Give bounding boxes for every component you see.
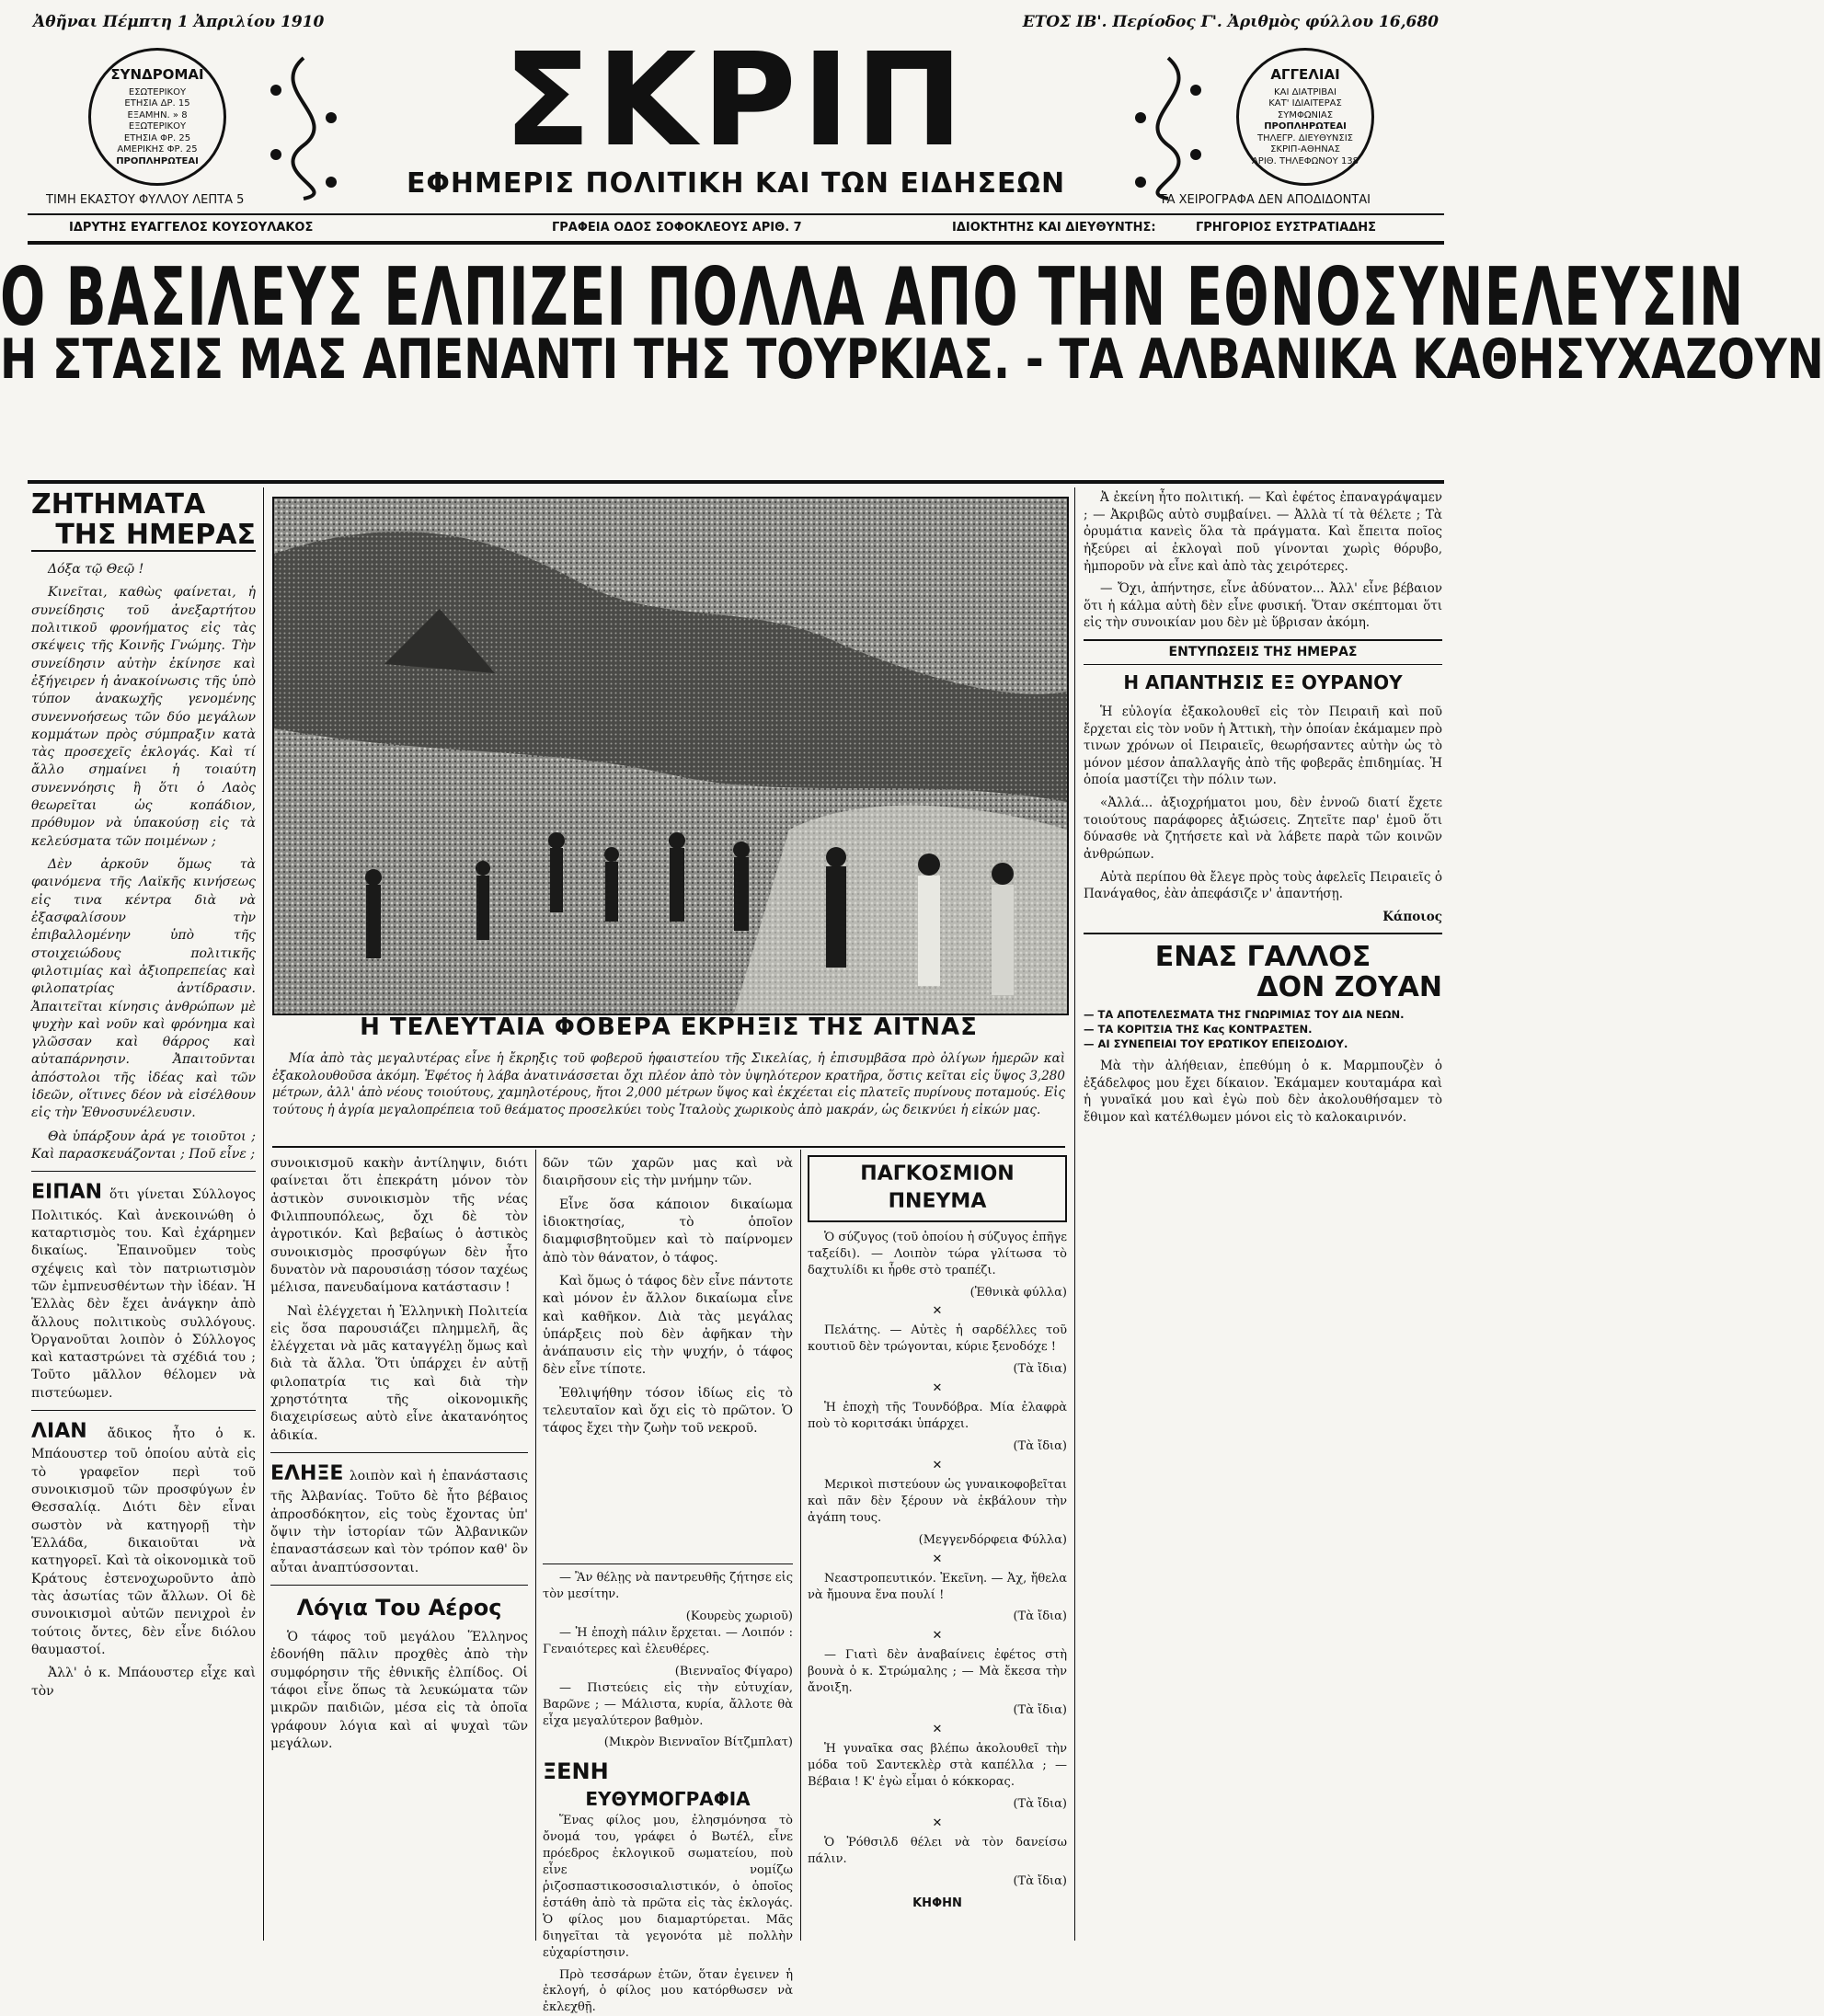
column-title: ΖΗΤΗΜΑΤΑ — [31, 488, 206, 521]
middle-left-column — [270, 1155, 528, 1941]
article-paragraph: Ἀλλ' ὁ κ. Μπάουστερ εἶχε καὶ τὸν — [31, 1666, 256, 1699]
article-paragraph: Κινεῖται, καθὼς φαίνεται, ἡ συνείδησις τοῦ ἀνεξαρτήτου πολιτικοῦ φρονήματος εἰς τὰς σκέψεις τῆς Κοινῆς Γνώμης. Τὴν συνείδησιν αὐτὴν ἐκίνησε καὶ ἐξήγειρεν ἡ ἀνακοίνωσις τῆς ὑπὸ τύπον ἀνακωχῆς γενομένης συνεννοήσεως τῶν δύο μεγάλων κομμάτων πρὸς σύμπραξιν κατὰ τὰς προσεχεῖς ἐκλογάς. Καὶ τί ἄλλο σημαίνει ἡ τοιαύτη συνεννόησις ἢ ὅτι ὁ Λαὸς θεωρεῖται ὡς κοπάδιον, πρόθυμον νὰ ὑπακούσῃ εἰς τὰ κελεύσματα τῶν ποιμένων ; — [31, 585, 256, 849]
joke-source: (Τὰ ἴδια) — [1013, 1362, 1067, 1377]
pneuma-column — [808, 1155, 1067, 1941]
article-paragraph: Ἀ ἐκείνη ἦτο πολιτική. — Καὶ ἐφέτος ἐπαναγράψαμεν ; — Ἀκριβῶς αὐτὸ συμβαίνει. — Ἀλλὰ τί τὰ θέλετε ; Τὰ ὀρυμάτια κανεὶς ὅλα τὰ πράγματα. Καὶ ἔπειτα ποῖος ἠξεύρει αἱ ἐκλογαὶ ποῦ γίνονται χωρὶς θόρυβο, ἠμποροῦν νὰ εἶνε καὶ ἀπὸ τὰς χειρότερες. — [1084, 490, 1442, 574]
section-title: ΕΥΘΥΜΟΓΡΑΦΙΑ — [585, 1788, 751, 1811]
article-paragraph: Δὲν ἀρκοῦν ὅμως τὰ φαινόμενα τῆς Λαϊκῆς κινήσεως εἰς τινα κέντρα διὰ νὰ ἐξασφαλίσουν τὴν ἐπιβαλλομένην ὑπὸ τῆς στοιχειώδους πολιτικῆς φιλοτιμίας καὶ ἀξιοπρεπείας καὶ φιλοπατρίας ἀντίδρασιν. Ἀπαιτεῖται κίνησις ἀνθρώπων μὲ ψυχὴν καὶ νοῦν καὶ φρόνημα καὶ γλῶσσαν καὶ θάρρος καὶ αὐταπάρνησιν. Ἀπαιτοῦνται ἀπόστολοι τῆς ἰδέας καὶ τῶν ἰδεῶν, οἵτινες δέον νὰ εἰσέλθουν εἰς τὴν Ἐθνοσυνέλευσιν. — [31, 857, 256, 1121]
ads-line: ΚΑΤ' ΙΔΙΑΙΤΕΡΑΣ — [1268, 98, 1342, 109]
joke-source: (Μεγγενδόρφεια Φύλλα) — [918, 1532, 1067, 1547]
separator-icon: ✕ — [932, 1629, 943, 1644]
subscriptions-line: ΕΤΗΣΙΑ ΦΡ. 25 — [123, 132, 191, 143]
joke-source: (Τὰ ἴδια) — [1013, 1796, 1067, 1811]
ads-line: ΤΗΛΕΓΡ. ΔΙΕΥΘΥΝΣΙΣ — [1256, 132, 1353, 143]
etna-photo — [272, 497, 1069, 1015]
article-paragraph: «Ἀλλά... ἀξιοχρήματοι μου, δὲν ἐννοῶ διατί ἔχετε τοιούτους παράφορες ἀξιώσεις. Ζητεῖτε παρ' ἐμοῦ ὅτι δύνασθε νὰ ζητήσετε καὶ νὰ λάβετε παρὰ τῶν κοινῶν ἀνθρώπων. — [1084, 796, 1442, 862]
section-title: ΞΕΝΗ — [543, 1758, 609, 1785]
article-paragraph: — Ὄχι, ἀπήντησε, εἶνε ἀδύνατον... Ἀλλ' εἶνε βέβαιον ὅτι ἡ κάλμα αὐτὴ δὲν εἶνε φυσική. Ὅταν σκέπτομαι ὅτι εἰς τὴν συνοικίαν μου δὲν μὲ ὕβρισαν ἀκόμη. — [1084, 581, 1442, 631]
joke-source: (Τὰ ἴδια) — [1013, 1439, 1067, 1454]
joke-source: (Ἐθνικὰ φύλλα) — [969, 1285, 1067, 1300]
separator-icon: ✕ — [932, 1381, 943, 1396]
article-paragraph: Καὶ ὅμως ὁ τάφος δὲν εἶνε πάντοτε καὶ μόνον ἐν ἄλλον δικαίωμα εἶνε καὶ καθῆκον. Διὰ τὰς μεγάλας ὑπάρξεις ποὺ δὲν ἀφῆκαν τὴν ἀνάπαυσιν εἰς τὴν ψυχήν, ὁ τάφος δὲν εἶνε τίποτε. — [543, 1273, 793, 1378]
left-column — [31, 489, 256, 1941]
joke-text: Ἡ γυναῖκα σας βλέπω ἀκολουθεῖ τὴν μόδα τοῦ Σαντεκλὲρ στὰ καπέλλα ; — Βέβαια ! Κ' ἐγὼ εἶμαι ὁ κόκκορας. — [808, 1742, 1067, 1789]
joke-source: (Τὰ ἴδια) — [1013, 1873, 1067, 1888]
article-paragraph: Ἕνας φίλος μου, ἐλησμόνησα τὸ ὄνομά του, γράφει ὁ Βωτέλ, εἶνε πρόεδρος ἐκλογικοῦ σωματείου, ποὺ εἶνε νομίζω ῥιζοσπαστικοσοσιαλιστικόν, ὁ ὁποῖος ἐστάθη ἀπὸ τὰ πρῶτα εἰς τὰς ἐκλογάς. Ὁ φίλος μου διαμαρτύρεται. Μᾶς διηγεῖται τὰ γεγονότα μὲ πολλὴν εὐχαρίστησιν. — [543, 1814, 793, 1960]
dialogue-source: (Μικρὸν Βιενναῖον Βίτζμπλατ) — [603, 1735, 793, 1750]
joke-text: Ὁ σύζυγος (τοῦ ὁποίου ἡ σύζυγος ἐπῆγε ταξείδι). — Λοιπὸν τώρα γλίτωσα τὸ δαχτυλίδι κι ἦρθε στὸ τραπέζι. — [808, 1230, 1067, 1277]
offices: ΓΡΑΦΕΙΑ ΟΔΟΣ ΣΟΦΟΚΛΕΟΥΣ ΑΡΙΘ. 7 — [552, 221, 802, 235]
joke-text: Πελάτης. — Αὐτὲς ἡ σαρδέλλες τοῦ κουτιοῦ δὲν τρώγονται, κύριε ξενοδόχε ! — [808, 1323, 1067, 1355]
price-note: ΤΙΜΗ ΕΚΑΣΤΟΥ ΦΥΛΛΟΥ ΛΕΠΤΑ 5 — [46, 193, 245, 207]
article-paragraph: δῶν τῶν χαρῶν μας καὶ νὰ διαιρῆσουν εἰς τὴν μνήμην τῶν. — [543, 1156, 793, 1189]
article-subtitle: — ΤΑ ΚΟΡΙΤΣΙΑ ΤΗΣ Κας ΚΟΝΤΡΑΣΤΕΝ. — [1084, 1023, 1313, 1037]
section-label: ΕΝΤΥΠΩΣΕΙΣ ΤΗΣ ΗΜΕΡΑΣ — [1084, 639, 1442, 665]
joke-source: (Τὰ ἴδια) — [1013, 1703, 1067, 1718]
section-title: Η ΑΠΑΝΤΗΣΙΣ ΕΞ ΟΥΡΑΝΟΥ — [1123, 671, 1403, 694]
subscriptions-line: ΠΡΟΠΛΗΡΩΤΕΑΙ — [116, 155, 199, 166]
ads-line: ΠΡΟΠΛΗΡΩΤΕΑΙ — [1264, 121, 1347, 132]
article-paragraph: συνοικισμοῦ κακὴν ἀντίληψιν, διότι φαίνεται ὅτι ἐπεκράτη μόνον τὸν ἀστικὸν συνοικισμὸν τῆς νέας Φιλιππουπόλεως, ὄχι δὲ τὸν ἀγροτικόν. Καὶ βεβαίως ὁ ἀστικὸς συνοικισμὸς προσφύγων δὲν ἦτο δυνατὸν νὰ παρουσιάσῃ τόσον ταχέως μέλισα, πανευδαίμονα κατάστασιν ! — [270, 1156, 528, 1296]
article-paragraph: ὅτι γίνεται Σύλλογος Πολιτικός. Καὶ ἀνεκοινώθη ὁ καταρτισμὸς του. Καὶ ἐχάρημεν δικαίως. Ἐπαινοῦμεν τοὺς σχέψεις καὶ τὸν πατριωτισμὸν τῶν ἐμπνευσθέντων τὴν ἰδέαν. Ἡ Ἑλλὰς δὲν ἔχει ἀνάγκην ἀπὸ ἄλλους πολιτικοὺς συλλόγους. Ὀργανοῦται λοιπὸν ὁ Σύλλογος καὶ καταστρώνει τὰ σχέδιά του ; Τοῦτο μᾶλλον θέλομεν νὰ πιστεύωμεν. — [31, 1187, 257, 1401]
volcano-photo-icon — [274, 498, 1067, 1014]
column-rule — [800, 1150, 801, 1941]
masthead-rule — [28, 213, 1444, 215]
date-line: Ἀθῆναι Πέμπτη 1 Ἀπριλίου 1910 — [33, 13, 325, 31]
issue-line: ΕΤΟΣ ΙΒ'. Περίοδος Γ'. Ἀριθμὸς φύλλου 16,680 — [1022, 13, 1439, 31]
separator-icon: ✕ — [932, 1552, 943, 1566]
section-title: Λόγια Του Αέρος — [296, 1594, 502, 1621]
masthead-subtitle: ΕΦΗΜΕΡΙΣ ΠΟΛΙΤΙΚΗ ΚΑΙ ΤΩΝ ΕΙΔΗΣΕΩΝ — [406, 167, 1066, 200]
photo-description: Μία ἀπὸ τὰς μεγαλυτέρας εἶνε ἡ ἔκρηξις τοῦ φοβεροῦ ἡφαιστείου τῆς Σικελίας, ἡ ἐπισυμβᾶσα πρὸ ὀλίγων ἡμερῶν καὶ ἐξακολουθοῦσα ἀκόμη. Ἐφέτος ἡ λάβα ἀνατινάσσεται ὄχι πλέον ἀπὸ τὸν ὑψηλότερον κρατῆρα, ὅστις κεῖται εἰς ὕψος 3,280 μέτρων, ἀλλ' ἀπὸ νέους τοιούτους, χαμηλοτέρους, ἤτοι 2,000 μέτρων ὕψος καὶ ἐκχέεται εἰς πλατεῖς πυρίνους ποταμούς. Εἰς τούτους ἡ ἀγρία μεγαλοπρέπεια τοῦ θεάματος προσελκύει τοὺς Ἰταλοὺς χωρικοὺς ἀπὸ μακράν, ὡς δεικνύει ἡ εἰκών μας. — [272, 1051, 1065, 1117]
joke-source: (Τὰ ἴδια) — [1013, 1609, 1067, 1624]
manuscripts-note: ΤΑ ΧΕΙΡΟΓΡΑΦΑ ΔΕΝ ΑΠΟΔΙΔΟΝΤΑΙ — [1159, 193, 1371, 207]
joke-text: — Γιατὶ δὲν ἀναβαίνεις ἐφέτος στὴ βουνὰ ὁ κ. Στρώμαλης ; — Μὰ ἔκεσα τὴν ἄνοιξη. — [808, 1648, 1067, 1696]
article-paragraph: Εἶνε ὅσα κάποιον δικαίωμα ἰδιοκτησίας, τὸ ὁποῖον διαμφισβητοῦμεν καὶ τὸ παίρνομεν ἀπὸ τὸν θάνατον, ὁ τάφος. — [543, 1197, 793, 1266]
article-subtitle: — ΑΙ ΣΥΝΕΠΕΙΑΙ ΤΟΥ ΕΡΩΤΙΚΟΥ ΕΠΕΙΣΟΔΙΟΥ. — [1084, 1037, 1348, 1051]
ads-line: ΑΡΙΘ. ΤΗΛΕΦΩΝΟΥ 138 — [1251, 155, 1359, 166]
signature: ΚΗΦΗΝ — [912, 1896, 962, 1910]
lead-word: ΛΙΑΝ — [31, 1420, 87, 1444]
dialogue-text: — Ἂν θέλῃς νὰ παντρευθῆς ζήτησε εἰς τὸν μεσίτην. — [543, 1571, 793, 1601]
joke-text: Νεαστροπευτικόν. Ἐκεῖνη. — Ἀχ, ἤθελα νὰ ἤμουνα ἕνα πουλί ! — [808, 1571, 1067, 1602]
subscriptions-line: ΕΤΗΣΙΑ ΔΡ. 15 — [124, 98, 190, 109]
dialogue-source: (Κουρεὺς χωριοῦ) — [685, 1609, 793, 1623]
column-rule — [1074, 487, 1075, 1941]
separator-icon: ✕ — [932, 1458, 943, 1472]
subscriptions-line: ΑΜΕΡΙΚΗΣ ΦΡ. 25 — [117, 144, 198, 155]
dialogue-text: — Ἡ ἐποχὴ πάλιν ἔρχεται. — Λοιπόν : Γεναιότερες καὶ ἐλευθέρες. — [543, 1625, 793, 1656]
signature: Κάποιος — [1382, 909, 1442, 924]
article-paragraph: λοιπὸν καὶ ἡ ἐπανάστασις τῆς Ἀλβανίας. Τοῦτο δὲ ἦτο βέβαιος ἀπροσδόκητον, εἰς τοὺς ἔχοντας ὑπ' ὄψιν τὴν ἱστορίαν τῶν Ἀλβανικῶν ἐπαναστάσεων καὶ τὸν τρόπον καθ' ὃν αὗται ἀναπτύσσονται. — [270, 1469, 528, 1575]
article-paragraph: Πρὸ τεσσάρων ἐτῶν, ὅταν ἐγεινεν ἡ ἐκλογή, ὁ φίλος μου κατόρθωσεν νὰ ἐκλεχθῇ. — [543, 1967, 793, 2015]
article-paragraph: Μὰ τὴν ἀλήθειαν, ἐπεθύμη ὁ κ. Μαρμπουζὲν ὁ ἐξάδελφος μου ἔχει δίκαιον. Ἐκάμαμεν κουταμάρα καὶ ἡ γυναῖκά μου καὶ ἐγὼ ποὺ δὲν ἀκολουθήσαμεν τὸ ἔθιμον καὶ κατέλθωμεν μόνοι εἰς τὸ καλοκαιρινόν. — [1084, 1058, 1442, 1125]
section-title: ΠΑΓΚΟΣΜΙΟΝ ΠΝΕΥΜΑ — [808, 1155, 1067, 1222]
subscriptions-line: ΕΣΩΤΕΡΙΚΟΥ — [128, 86, 187, 97]
article-paragraph: Δόξα τῷ Θεῷ ! — [48, 562, 144, 577]
header-rule — [28, 241, 1444, 245]
dialogue-text: — Πιστεύεις εἰς τὴν εὐτυχίαν, Βαρῶνε ; — Μάλιστα, κυρία, ἄλλοτε θὰ εἶχα μεγαλύτερον βαθμὸν. — [543, 1680, 793, 1728]
photo-text — [272, 1050, 1065, 1142]
founder: ΙΔΡΥΤΗΣ ΕΥΑΓΓΕΛΟΣ ΚΟΥΣΟΥΛΑΚΟΣ — [69, 221, 314, 235]
article-paragraph: ἄδικος ἦτο ὁ κ. Μπάουστερ τοῦ ὁποίου αὐτὰ εἰς τὸ γραφεῖον περὶ τοῦ συνοικισμοῦ τῶν προσφύγων ἐν Θεσσαλίᾳ. Διότι δὲν εἶναι σωστὸν νὰ κατηγορῇ τὴν Ἑλλάδα, δικαιοῦται νὰ κατηγορεῖ. Καὶ τὰ οἰκονομικὰ τοῦ Κράτους ἐστενοχωροῦντο ἀπὸ τὰς ἀσωτίας τῶν ἄλλων. Οἱ δὲ συνοικισμοὶ αὐτῶν πενιχροὶ ἐν τούτοις ὄντες, δὲν εἶνε διόλου θαυμαστοί. — [31, 1426, 257, 1657]
column-rule — [535, 1150, 536, 1941]
headline-rule — [28, 480, 1444, 484]
article-paragraph: Αὐτὰ περίπου θὰ ἔλεγε πρὸς τοὺς ἀφελεῖς Πειραιεῖς ὁ Πανάγαθος, ἐὰν ἀπεφάσιζε ν' ἀπαντήσῃ. — [1084, 869, 1442, 902]
ads-line: ΣΥΜΦΩΝΙΑΣ — [1277, 109, 1334, 120]
ads-line: ΚΑΙ ΔΙΑΤΡΙΒΑΙ — [1274, 86, 1336, 97]
article-paragraph: Ὁ τάφος τοῦ μεγάλου Ἕλληνος ἐδονήθη πᾶλιν προχθὲς ἀπὸ τὴν συμφόρησιν τῆς ἐθνικῆς ἐλπίδος. Οἱ τάφοι εἶνε ὅπως τὰ λευκώματα τῶν μικρῶν παιδιῶν, μέσα εἰς τὰ ὁποῖα γράφουν λόγια καὶ αἱ ψυχαὶ τῶν μεγάλων. — [270, 1630, 528, 1751]
joke-text: Ἡ ἐποχὴ τῆς Τουνδόβρα. Μία ἐλαφρὰ ποὺ τὸ κοριτσάκι ὑπάρχει. — [808, 1401, 1067, 1432]
dialogue-source: (Βιενναῖος Φίγαρο) — [674, 1664, 793, 1678]
subscriptions-line: ΕΞΑΜΗΝ. » 8 — [127, 109, 188, 120]
second-headline: Η ΣΤΑΣΙΣ ΜΑΣ ΑΠΕΝΑΝΤΙ ΤΗΣ ΤΟΥΡΚΙΑΣ. - ΤΑ ΑΛΒΑΝΙΚΑ ΚΑΘΗΣΥΧΑΖΟΥΝ — [0, 327, 1824, 392]
owner-name: ΓΡΗΓΟΡΙΟΣ ΕΥΣΤΡΑΤΙΑΔΗΣ — [1196, 221, 1377, 235]
ads-line: ΣΚΡΙΠ-ΑΘΗΝΑΣ — [1270, 144, 1340, 155]
lead-word: ΕΛΗΞΕ — [270, 1462, 344, 1485]
separator-icon: ✕ — [932, 1304, 943, 1319]
article-paragraph: Θὰ ὑπάρξουν ἀρά γε τοιοῦτοι ; Καὶ παρασκευάζονται ; Ποῦ εἶνε ; — [31, 1128, 256, 1162]
article-paragraph: Ναὶ ἐλέγχεται ἡ Ἑλληνικὴ Πολιτεία εἰς ὅσα παρουσιάζει πλημμελῆ, ἂς ἐλέγχεται νὰ μᾶς καταγγέλῃ ὅμως καὶ διὰ τὰ ἄλλα. Ὅτι ὑπάρχει ἐν αὐτῇ φιλοπατρία τις καὶ διὰ τὴν χρηστότητα τῆς οἰκονομικῆς διαχειρίσεως αὐτὸ εἶνε ἀκατανόητος ἀδικία. — [270, 1303, 528, 1443]
article-title: ΕΝΑΣ ΓΑΛΛΟΣ — [1154, 941, 1371, 974]
masthead-title: ΣΚΡΙΠ — [503, 26, 969, 176]
article-paragraph: Ἡ εὐλογία ἐξακολουθεῖ εἰς τὸν Πειραιῆ καὶ ποῦ ἔρχεται εἰς τὸν νοῦν ἡ Ἀττικὴ, τὴν ὁποίαν ἐκάμαμεν πρὸ τινων χρόνων οἱ Πειραιεῖς, θεωρήσαντες αὐτὴν ὡς τὸ μόνον μέσον ἀπαλλαγῆς ἀπὸ τῆς φοβερᾶς ἐπιδημίας. Ἡ ὁποία μαστίζει τὴν πόλιν των. — [1084, 704, 1442, 788]
subscriptions-line: ΕΞΩΤΕΡΙΚΟΥ — [128, 121, 187, 132]
joke-text: Μερικοὶ πιστεύουν ὡς γυναικοφοβεῖται καὶ πᾶν δὲν ξέρουν νὰ ἐκβάλουν τὴν ἀγάπη τους. — [808, 1477, 1067, 1525]
right-column — [1084, 489, 1442, 1941]
article-subtitle: — ΤΑ ΑΠΟΤΕΛΕΣΜΑΤΑ ΤΗΣ ΓΝΩΡΙΜΙΑΣ ΤΟΥ ΔΙΑ ΝΕΩΝ. — [1084, 1008, 1405, 1022]
column-rule — [263, 487, 264, 1941]
photo-rule — [272, 1146, 1065, 1148]
dialogue-block — [543, 1564, 793, 2015]
separator-icon: ✕ — [932, 1723, 943, 1737]
main-headline: Ο ΒΑΣΙΛΕΥΣ ΕΛΠΙΖΕΙ ΠΟΛΛΑ ΑΠΟ ΤΗΝ ΕΘΝΟΣΥΝΕΛΕΥΣΙΝ — [0, 250, 1745, 344]
owner-label: ΙΔΙΟΚΤΗΤΗΣ ΚΑΙ ΔΙΕΥΘΥΝΤΗΣ: — [952, 221, 1156, 235]
article-title: ΔΟΝ ΖΟΥΑΝ — [1256, 971, 1442, 1004]
lead-word: ΕΙΠΑΝ — [31, 1181, 103, 1205]
separator-icon: ✕ — [932, 1816, 943, 1830]
photo-caption: Η ΤΕΛΕΥΤΑΙΑ ΦΟΒΕΡΑ ΕΚΡΗΞΙΣ ΤΗΣ ΑΙΤΝΑΣ — [360, 1014, 978, 1041]
column-title: ΤΗΣ ΗΜΕΡΑΣ — [31, 520, 256, 552]
ads-title: ΑΓΓΕΛΙΑΙ — [1270, 65, 1340, 83]
joke-text: Ὁ Ῥόθσιλδ θέλει νὰ τὸν δανείσω πάλιν. — [808, 1835, 1067, 1866]
article-paragraph: Ἐθλιψήθην τόσον ἰδίως εἰς τὸ τελευταῖον καὶ ὄχι εἰς τὸ πρῶτον. Ὁ τάφος ἔχει τὴν ζωὴν τοῦ νεκροῦ. — [543, 1385, 793, 1437]
subscriptions-title: ΣΥΝΔΡΟΜΑΙ — [110, 65, 204, 83]
